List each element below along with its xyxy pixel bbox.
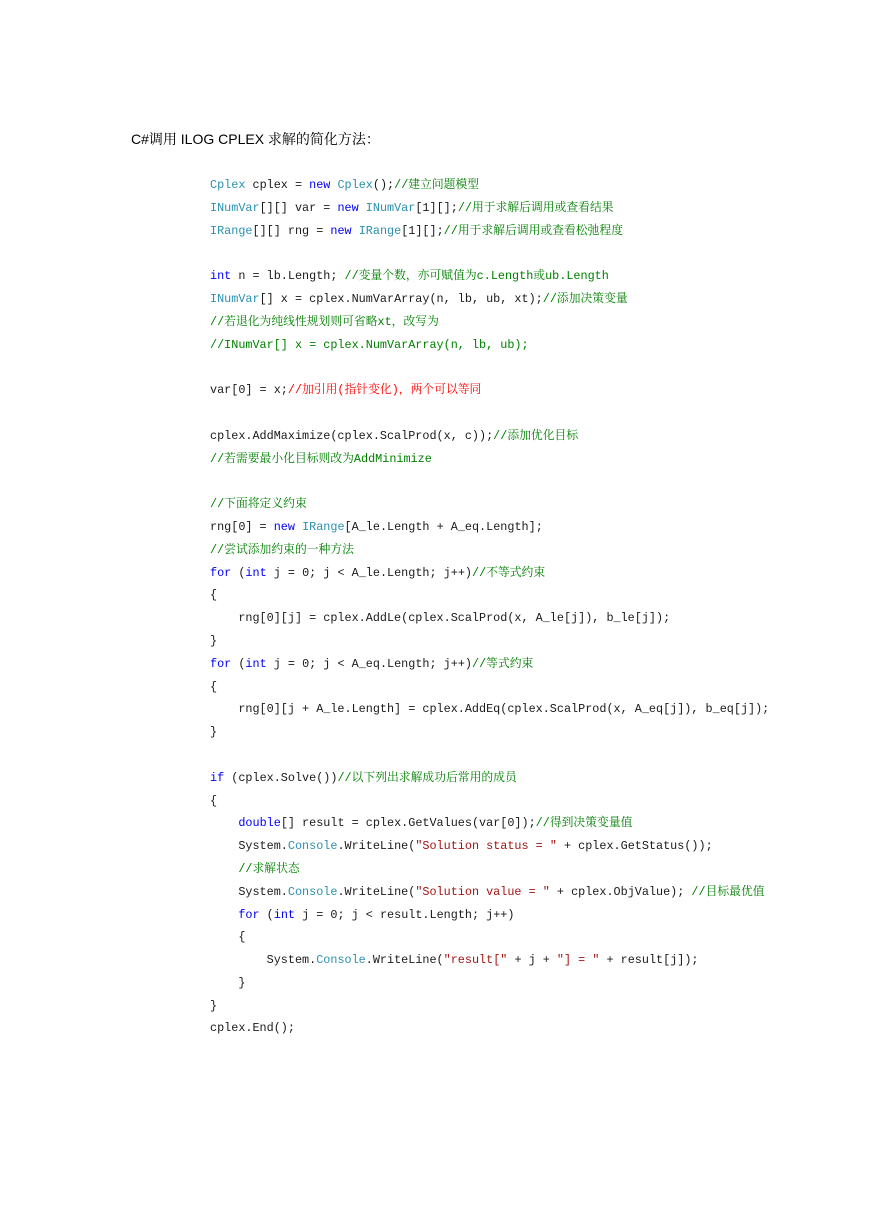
code-token: for (210, 656, 232, 671)
code-token: double (238, 816, 281, 831)
code-line (210, 949, 850, 972)
code-line (210, 972, 850, 995)
code-token: new (309, 178, 331, 192)
code-token: var[0] = x; (210, 383, 288, 398)
code-token: cplex = (245, 178, 310, 192)
code-line (210, 790, 850, 813)
code-token: Console (316, 953, 366, 968)
code-line (210, 265, 850, 288)
code-token: cplex.End(); (210, 1021, 295, 1036)
code-line (210, 835, 850, 858)
code-token: int (210, 269, 232, 284)
code-token: (cplex.Solve()) (224, 770, 338, 785)
code-token (295, 520, 302, 534)
code-token: j = 0; j < A_eq.Length; j++) (266, 656, 472, 671)
code-line (210, 288, 850, 311)
code-token: rng[0] = (210, 519, 274, 534)
code-token: int (245, 656, 267, 671)
code-line (210, 174, 850, 197)
code-token: { (210, 793, 218, 808)
code-token: //求解状态 (238, 861, 300, 876)
code-token: [][] var = (259, 200, 338, 215)
code-token (359, 201, 366, 215)
code-line (210, 653, 850, 676)
code-token: [1][]; (401, 223, 444, 238)
code-token: //若需要最小化目标则改为AddMinimize (210, 451, 432, 466)
code-token: for (238, 907, 260, 922)
code-line (210, 698, 850, 721)
code-token: "result[" (443, 953, 508, 968)
code-block (210, 174, 850, 1040)
code-line (210, 220, 850, 243)
code-token: (); (372, 178, 395, 192)
code-token: ( (259, 907, 274, 922)
code-line (210, 767, 850, 790)
code-token: Cplex (337, 178, 373, 192)
code-token: [1][]; (415, 200, 458, 215)
code-token: //加引用(指针变化)，两个可以等同 (287, 383, 482, 398)
code-token: //添加决策变量 (542, 291, 628, 306)
code-line (210, 334, 850, 357)
code-line (210, 676, 850, 699)
code-token: j = 0; j < A_le.Length; j++) (266, 565, 472, 580)
code-token: } (210, 975, 246, 990)
code-token: //添加优化目标 (493, 428, 579, 443)
blank-line (210, 744, 850, 767)
code-token: System. (210, 839, 288, 854)
code-token: { (210, 588, 218, 603)
code-token: //目标最优值 (691, 884, 765, 899)
code-token: rng[0][j + A_le.Length] = cplex.AddEq(cplex.ScalProd(x, A_eq[j]), b_eq[j]); (210, 702, 770, 717)
code-token: ( (231, 565, 246, 580)
blank-line (210, 402, 850, 425)
code-token: .WriteLine( (365, 953, 444, 968)
code-token: //得到决策变量值 (535, 816, 633, 831)
code-token: int (245, 565, 267, 580)
code-token: INumVar (365, 200, 416, 215)
code-token: } (210, 998, 218, 1013)
blank-line (210, 356, 850, 379)
code-token: //若退化为纯线性规划则可省略xt，改写为 (210, 314, 439, 329)
code-token: //变量个数，亦可赋值为c.Length或ub.Length (344, 269, 609, 284)
code-token: } (210, 725, 218, 740)
code-line (210, 197, 850, 220)
code-line (210, 379, 850, 402)
code-token: ( (231, 656, 246, 671)
code-token: [] x = cplex.NumVarArray(n, lb, ub, xt); (259, 291, 543, 306)
code-token: //等式约束 (471, 656, 534, 671)
code-token (210, 908, 238, 922)
code-line (210, 1017, 850, 1040)
code-line (210, 926, 850, 949)
code-token: Console (287, 839, 338, 854)
code-token: { (210, 679, 218, 694)
code-token: int (273, 907, 295, 922)
code-line (210, 493, 850, 516)
blank-line (210, 242, 850, 265)
code-token: .WriteLine( (337, 839, 416, 854)
code-token: "Solution value = " (415, 884, 550, 899)
code-token: System. (210, 953, 317, 968)
code-line (210, 721, 850, 744)
code-token: //用于求解后调用或查看结果 (457, 200, 614, 215)
code-token: IRange (210, 223, 253, 238)
code-line (210, 584, 850, 607)
code-line (210, 995, 850, 1018)
code-token: Console (287, 884, 338, 899)
code-token: + cplex.ObjValue); (549, 884, 692, 899)
code-token: } (210, 633, 218, 648)
code-token: //用于求解后调用或查看松弛程度 (443, 223, 623, 238)
code-token: System. (210, 884, 288, 899)
document-title: C#调用 ILOG CPLEX 求解的简化方法： (131, 131, 380, 147)
code-token: new (330, 223, 352, 238)
code-token: + cplex.GetStatus()); (556, 839, 713, 854)
code-token: + j + (507, 953, 557, 968)
code-token: //INumVar[] x = cplex.NumVarArray(n, lb, ub); (210, 337, 529, 352)
code-token: Cplex (210, 178, 246, 192)
code-token: new (337, 200, 359, 215)
code-line (210, 516, 850, 539)
code-line (210, 904, 850, 927)
code-token: //尝试添加约束的一种方法 (210, 542, 354, 557)
code-token (210, 862, 238, 876)
code-line (210, 812, 850, 835)
code-token (210, 816, 238, 830)
code-line (210, 858, 850, 881)
code-line (210, 311, 850, 334)
code-token: + result[j]); (599, 953, 699, 968)
code-token: if (210, 770, 225, 785)
code-token: //不等式约束 (471, 565, 546, 580)
code-line (210, 881, 850, 904)
blank-line (210, 470, 850, 493)
code-token: IRange (358, 223, 402, 238)
code-line (210, 448, 850, 471)
code-token: [][] rng = (252, 223, 331, 238)
code-token: cplex.AddMaximize(cplex.ScalProd(x, c)); (210, 428, 494, 443)
code-token (352, 224, 359, 238)
code-token: n = lb.Length; (231, 269, 345, 284)
code-token: //下面将定义约束 (210, 497, 307, 512)
code-line (210, 425, 850, 448)
code-token: "] = " (556, 953, 600, 968)
code-token: for (210, 565, 232, 580)
code-line (210, 539, 850, 562)
code-token: INumVar (210, 200, 260, 215)
code-line (210, 607, 850, 630)
code-line (210, 562, 850, 585)
code-token: IRange (302, 519, 345, 534)
code-token: .WriteLine( (337, 884, 416, 899)
code-token: //以下列出求解成功后常用的成员 (337, 770, 517, 785)
code-token: rng[0][j] = cplex.AddLe(cplex.ScalProd(x, A_le[j]), b_le[j]); (210, 611, 671, 626)
code-token: "Solution status = " (415, 839, 557, 854)
code-token: [A_le.Length + A_eq.Length]; (344, 519, 543, 534)
code-token: new (273, 519, 295, 534)
code-token: //建立问题模型 (394, 178, 480, 192)
code-token: j = 0; j < result.Length; j++) (295, 907, 515, 922)
code-line (210, 630, 850, 653)
code-token: INumVar (210, 291, 260, 306)
code-token: [] result = cplex.GetValues(var[0]); (280, 816, 536, 831)
code-token: { (210, 930, 246, 945)
